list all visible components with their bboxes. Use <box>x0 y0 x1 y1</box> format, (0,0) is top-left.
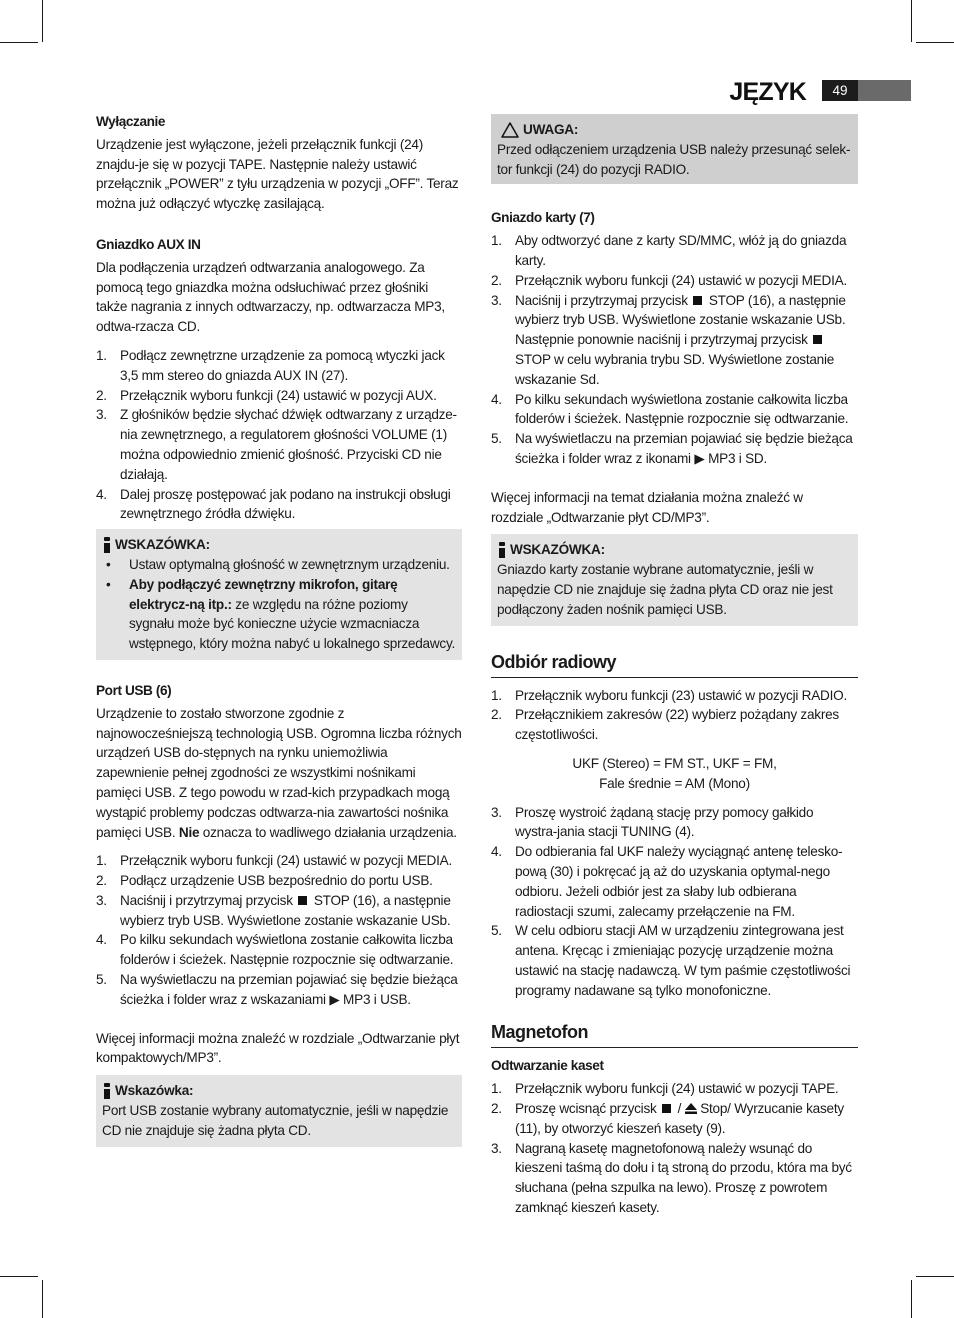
crop-mark <box>916 42 954 43</box>
list-item: 5. Na wyświetlaczu na przemian pojawiać się będzie bieżąca ścieżka i folder wraz z ikonami ▶ MP3 i SD. <box>491 431 853 466</box>
warning-box <box>491 114 858 184</box>
list-item: 2. Przełącznik wyboru funkcji (24) ustawić w pozycji MEDIA. <box>491 272 847 288</box>
warning-icon <box>501 122 519 138</box>
note-title: WSKAZÓWKA: <box>497 540 852 560</box>
note-title: Wskazówka: <box>102 1081 456 1101</box>
warning-text: Przed odłączeniem urządzenia USB należy przesunąć selek-tor funkcji (24) do pozycji RADIO. <box>497 141 851 177</box>
list-item: 3. Naciśnij i przytrzymaj przycisk STOP (16), a następnie wybierz tryb USB. Wyświetlone zostanie wskazanie USb. <box>96 892 451 928</box>
section-title-off: Wyłączanie <box>96 114 166 129</box>
crop-mark <box>0 42 38 43</box>
list-item: 1. Przełącznik wyboru funkcji (24) ustawić w pozycji MEDIA. <box>96 853 452 869</box>
list-item: 3. Nagraną kasetę magnetofonową należy wsunąć do kieszeni taśmą do dołu i tą stroną do przodu, która ma być słuchana (pełna szpulka na lewo). Proszę z powrotem zamknąć kieszeń kasety. <box>491 1140 852 1216</box>
info-icon <box>497 542 507 559</box>
page-language-title: JĘZYK <box>729 78 806 106</box>
list-item: 3. Z głośników będzie słychać dźwięk odtwarzany z urządze-nia zewnętrznego, a regulatorem głośności VOLUME (1) można odpowiednio zmienić głośność. Przyciski CD nie działają. <box>96 407 457 482</box>
crop-mark <box>42 0 43 42</box>
off-paragraph: Urządzenie jest wyłączone, jeżeli przełącznik funkcji (24) znajdu-je się w pozycji TAPE. Następnie należy ustawić przełącznik „POWER” z tyłu urządzenia w pozycji „OFF”. Teraz można już odłączyć wtyczkę zasilającą. <box>96 136 459 212</box>
warning-title: UWAGA: <box>497 120 852 140</box>
stop-icon <box>662 1104 671 1113</box>
list-item: 1. Aby odtworzyć dane z karty SD/MMC, włóż ją do gniazda karty. <box>491 233 847 268</box>
list-item: 5. Na wyświetlaczu na przemian pojawiać się będzie bieżąca ścieżka i folder wraz z wskazaniami ▶ MP3 i USB. <box>96 972 458 1007</box>
aux-paragraph: Dla podłączenia urządzeń odtwarzania analogowego. Za pomocą tego gniazdka można odsłuchiwać przez głośniki także nagrania z innych odtwarzaczy, np. odtwarzacza MP3, odtwa-rzacza CD. <box>96 259 445 335</box>
radio-steps-cont <box>491 803 858 1001</box>
tape-subtitle: Odtwarzanie kaset <box>491 1058 604 1074</box>
section-title-radio: Odbiór radiowy <box>491 650 858 678</box>
crop-mark <box>0 1276 38 1277</box>
crop-mark <box>42 1280 43 1318</box>
list-item: 4. Dalej proszę postępować jak podano na instrukcji obsługi zewnętrznego źródła dźwięku. <box>96 486 451 522</box>
list-item: 1. Przełącznik wyboru funkcji (24) ustawić w pozycji TAPE. <box>491 1081 839 1097</box>
list-item: 5. W celu odbioru stacji AM w urządzeniu zintegrowana jest antena. Kręcąc i zmieniając pozycję urządzenie można ustawić na stację nadawczą. W tym paśmie częstotliwości programy nadawane są tylko monofoniczne. <box>491 923 851 998</box>
radio-bands: UKF (Stereo) = FM ST., UKF = FM, Fale średnie = AM (Mono) <box>572 755 777 791</box>
note-list <box>102 555 456 654</box>
aux-note-box <box>96 529 462 660</box>
list-item: 4. Po kilku sekundach wyświetlona zostanie całkowita liczba folderów i ścieżek. Następnie rozpocznie się odtwarzanie. <box>491 391 849 427</box>
list-item: • Ustaw optymalną głośność w zewnętrznym urządzeniu. <box>106 556 450 572</box>
section-title-card: Gniazdo karty (7) <box>491 210 595 226</box>
list-item: 2. Przełącznikiem zakresów (22) wybierz pożądany zakres częstotliwości. <box>491 707 839 743</box>
info-icon <box>102 1083 112 1100</box>
list-item: 2. Podłącz urządzenie USB bezpośrednio do portu USB. <box>96 873 433 889</box>
card-steps <box>491 231 858 469</box>
right-column <box>491 114 858 1218</box>
list-item: 3. Proszę wystroić żądaną stację przy pomocy gałkido wystra-jania stacji TUNING (4). <box>491 804 814 840</box>
stop-icon <box>298 896 307 905</box>
list-item: 3. Naciśnij i przytrzymaj przycisk STOP (16), a następnie wybierz tryb USB. Wyświetlone zostanie wskazanie USb. Następnie ponownie naciśnij i przytrzymaj przycisk STOP w celu wybrania trybu SD. Wyświetlone zostanie wskazanie Sd. <box>491 292 846 387</box>
usb-more-info: Więcej informacji można znaleźć w rozdziale „Odtwarzanie płyt kompaktowych/MP3”. <box>96 1030 460 1066</box>
aux-steps <box>96 346 462 524</box>
stop-icon <box>813 335 822 344</box>
note-text: Port USB zostanie wybrany automatycznie, jeśli w napędzie CD nie znajduje się żadna płyta CD. <box>102 1103 449 1138</box>
note-text: Gniazdo karty zostanie wybrane automatycznie, jeśli w napędzie CD nie znajduje się żadna płyta CD oraz nie jest podłączony żaden nośnik pamięci USB. <box>497 562 833 617</box>
card-note-box <box>491 534 858 625</box>
section-title-usb: Port USB (6) <box>96 682 172 698</box>
usb-steps <box>96 851 462 1009</box>
list-item: 2. Przełącznik wyboru funkcji (24) ustawić w pozycji AUX. <box>96 387 437 403</box>
left-column <box>96 112 462 1147</box>
crop-mark <box>911 1280 912 1318</box>
list-item: 4. Po kilku sekundach wyświetlona zostanie całkowita liczba folderów i ścieżek. Następnie rozpocznie się odtwarzanie. <box>96 932 454 968</box>
list-item: 1. Przełącznik wyboru funkcji (23) ustawić w pozycji RADIO. <box>491 687 847 703</box>
page-number: 49 <box>822 80 858 101</box>
card-more-info: Więcej informacji na temat działania można znaleźć w rozdziale „Odtwarzanie płyt CD/MP3”. <box>491 489 803 525</box>
section-title-tape: Magnetofon <box>491 1020 858 1048</box>
list-item: 4. Do odbierania fal UKF należy wyciągnąć antenę telesko-pową (30) i pokręcać ją aż do uzyskania optymal-nego odbioru. Jeżeli odbiór jest za słaby lub odbierana radiostacji szumi, zalecamy przełączenie na FM. <box>491 844 843 919</box>
list-item: 2. Proszę wcisnąć przycisk / Stop/ Wyrzucanie kasety (11), by otworzyć kieszeń kasety (9). <box>491 1101 844 1136</box>
list-item: • Aby podłączyć zewnętrzny mikrofon, gitarę elektrycz-ną itp.: ze względu na różne poziomy sygnału może być konieczne użycie wzmacniacza wstępnego, który można nabyć u lokalnego sprzedawcy. <box>106 576 456 652</box>
tape-steps <box>491 1079 858 1218</box>
usb-paragraph: Urządzenie to zostało stworzone zgodnie z najnowocześniejszą technologią USB. Ogromna liczba różnych urządzeń USB do-stępnych na rynku uniemożliwia zapewnienie pełnej zgodności ze wszystkimi nośnikami pamięci USB. Z tego powodu w rzad-kich przypadkach mogą wystąpić problemy podczas odtwarza-nia zawartości nośnika pamięci USB. Nie oznacza to wadliwego działania urządzenia. <box>96 705 462 840</box>
list-item: 1. Podłącz zewnętrzne urządzenie za pomocą wtyczki jack 3,5 mm stereo do gniazda AUX IN (27). <box>96 347 445 383</box>
radio-steps <box>491 686 858 745</box>
crop-mark <box>916 1276 954 1277</box>
stop-icon <box>693 296 702 305</box>
section-title-aux: Gniazdko AUX IN <box>96 236 201 252</box>
info-icon <box>102 537 112 554</box>
usb-note-box <box>96 1075 462 1146</box>
eject-icon <box>685 1103 697 1114</box>
crop-mark <box>911 0 912 42</box>
note-title: WSKAZÓWKA: <box>102 535 456 555</box>
